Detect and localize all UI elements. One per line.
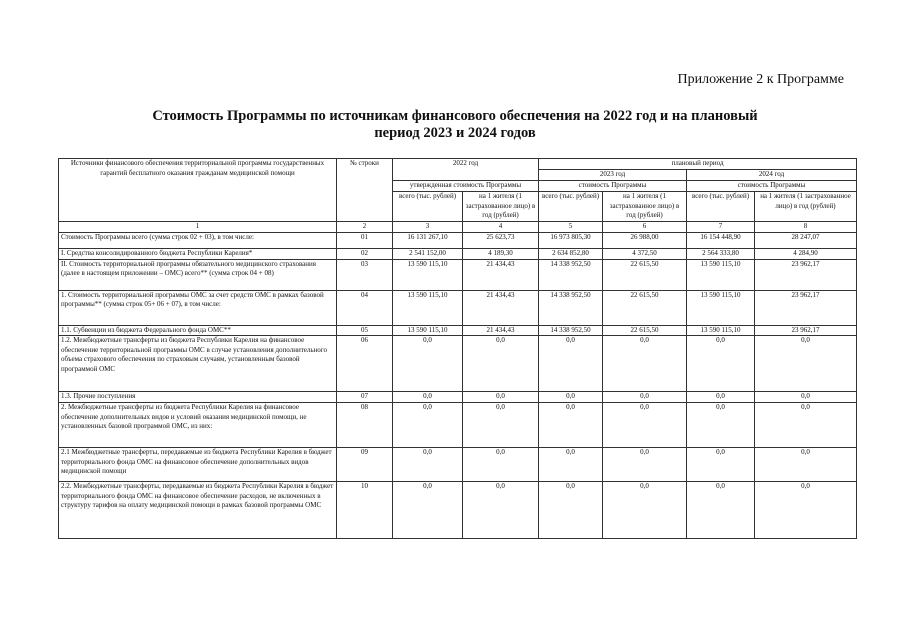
value-cell: 2 564 333,80 [687,249,755,260]
value-cell: 22 615,50 [603,259,687,290]
table-row [59,259,857,290]
colnum: 3 [393,222,463,233]
value-cell: 0,0 [393,482,463,539]
value-cell: 0,0 [755,392,857,403]
table-row [59,325,857,336]
value-cell: 0,0 [539,448,603,482]
value-cell: 14 338 952,50 [539,290,603,325]
value-cell: 0,0 [463,448,539,482]
table-row [59,336,857,392]
table-row [59,403,857,448]
header-cost-2024: стоимость Программы [687,181,857,192]
header-total-2024: всего (тыс. рублей) [687,192,755,222]
header-total-2022: всего (тыс. рублей) [393,192,463,222]
title-line-2: период 2023 и 2024 годов [374,125,536,141]
colnum: 2 [337,222,393,233]
value-cell: 14 338 952,50 [539,259,603,290]
header-2022: 2022 год [393,159,539,181]
table-row [59,233,857,249]
value-cell: 14 338 952,50 [539,325,603,336]
column-numbers-row [59,222,857,233]
row-source: I. Средства консолидированного бюджета Республики Карелия* [59,249,337,260]
table-row [59,392,857,403]
value-cell: 0,0 [539,403,603,448]
value-cell: 0,0 [755,448,857,482]
value-cell: 16 154 448,90 [687,233,755,249]
header-planned-period: плановый период [539,159,857,170]
value-cell: 23 962,17 [755,259,857,290]
value-cell: 2 541 152,00 [393,249,463,260]
table-row [59,482,857,539]
value-cell: 0,0 [393,448,463,482]
value-cell: 13 590 115,10 [393,325,463,336]
row-number: 10 [337,482,393,539]
value-cell: 28 247,07 [755,233,857,249]
value-cell: 23 962,17 [755,325,857,336]
header-per-capita-2022: на 1 жителя (1 застрахованное лицо) в год (рублей) [463,192,539,222]
colnum: 4 [463,222,539,233]
row-number: 07 [337,392,393,403]
cost-table [58,158,857,539]
row-source: 2.2. Межбюджетные трансферты, передаваемые из бюджета Республики Карелия в бюджет территориального фонда ОМС на финансовое обеспечение расходов, не включенных в структуру тарифов на оплату медицинской помощи в рамках базовой программы ОМС [59,482,337,539]
value-cell: 0,0 [463,392,539,403]
value-cell: 16 973 805,30 [539,233,603,249]
value-cell: 0,0 [393,392,463,403]
table-row [59,249,857,260]
value-cell: 0,0 [755,403,857,448]
colnum: 5 [539,222,603,233]
value-cell: 23 962,17 [755,290,857,325]
appendix-label: Приложение 2 к Программе [677,72,844,87]
colnum: 8 [755,222,857,233]
row-source: 1.2. Межбюджетные трансферты из бюджета Республики Карелия на финансовое обеспечение территориальной программы ОМС в случае установления дополнительного объема страхового обеспечения по страховым случаям, установленным базовой программой ОМС [59,336,337,392]
value-cell: 4 189,30 [463,249,539,260]
header-sources: Источники финансового обеспечения территориальной программы государственных гарантий бесплатного оказания гражданам медицинской помощи [59,159,337,222]
value-cell: 0,0 [687,403,755,448]
row-number: 09 [337,448,393,482]
value-cell: 0,0 [603,403,687,448]
value-cell: 4 372,50 [603,249,687,260]
header-per-capita-2024: на 1 жителя (1 застрахованное лицо) в год (рублей) [755,192,857,222]
value-cell: 13 590 115,10 [393,259,463,290]
table-row [59,290,857,325]
value-cell: 16 131 267,10 [393,233,463,249]
value-cell: 0,0 [393,403,463,448]
value-cell: 0,0 [393,336,463,392]
colnum: 1 [59,222,337,233]
value-cell: 0,0 [603,482,687,539]
value-cell: 0,0 [463,482,539,539]
value-cell: 13 590 115,10 [687,325,755,336]
value-cell: 25 623,73 [463,233,539,249]
value-cell: 21 434,43 [463,259,539,290]
row-number: 04 [337,290,393,325]
value-cell: 21 434,43 [463,290,539,325]
value-cell: 0,0 [539,392,603,403]
header-2023: 2023 год [539,170,687,181]
value-cell: 13 590 115,10 [393,290,463,325]
row-source: II. Стоимость территориальной программы обязательного медицинского страхования (далее в настоящем приложении – ОМС) всего** (сумма строк 04 + 08) [59,259,337,290]
header-total-2023: всего (тыс. рублей) [539,192,603,222]
colnum: 6 [603,222,687,233]
row-source: 1.3. Прочие поступления [59,392,337,403]
value-cell: 0,0 [687,448,755,482]
row-source: 1. Стоимость территориальной программы ОМС за счет средств ОМС в рамках базовой программы** (сумма строк 05+ 06 + 07), в том числе: [59,290,337,325]
row-number: 02 [337,249,393,260]
value-cell: 21 434,43 [463,325,539,336]
header-approved-cost: утвержденная стоимость Программы [393,181,539,192]
row-source: 2. Межбюджетные трансферты из бюджета Республики Карелия на финансовое обеспечение дополнительных видов и условий оказания медицинской помощи, не установленных базовой программой ОМС, из них: [59,403,337,448]
value-cell: 22 615,50 [603,325,687,336]
header-cost-2023: стоимость Программы [539,181,687,192]
value-cell: 4 284,90 [755,249,857,260]
row-number: 05 [337,325,393,336]
row-number: 01 [337,233,393,249]
value-cell: 0,0 [603,448,687,482]
value-cell: 26 988,00 [603,233,687,249]
header-2024: 2024 год [687,170,857,181]
value-cell: 0,0 [463,403,539,448]
value-cell: 0,0 [539,482,603,539]
value-cell: 13 590 115,10 [687,290,755,325]
value-cell: 2 634 852,80 [539,249,603,260]
value-cell: 0,0 [687,482,755,539]
value-cell: 0,0 [603,392,687,403]
row-source: 2.1 Межбюджетные трансферты, передаваемые из бюджета Республики Карелия в бюджет территориального фонда ОМС на финансовое обеспечение дополнительных видов медицинской помощи [59,448,337,482]
row-number: 08 [337,403,393,448]
value-cell: 13 590 115,10 [687,259,755,290]
value-cell: 0,0 [755,336,857,392]
row-number: 03 [337,259,393,290]
value-cell: 0,0 [687,336,755,392]
value-cell: 0,0 [687,392,755,403]
value-cell: 22 615,50 [603,290,687,325]
value-cell: 0,0 [539,336,603,392]
row-source: 1.1. Субвенции из бюджета Федерального фонда ОМС** [59,325,337,336]
header-row-no: № строки [337,159,393,222]
row-number: 06 [337,336,393,392]
title-line-1: Стоимость Программы по источникам финансового обеспечения на 2022 год и на плановый [152,108,758,124]
row-source: Стоимость Программы всего (сумма строк 02 + 03), в том числе: [59,233,337,249]
value-cell: 0,0 [755,482,857,539]
table-row [59,448,857,482]
value-cell: 0,0 [603,336,687,392]
value-cell: 0,0 [463,336,539,392]
colnum: 7 [687,222,755,233]
document-title [60,108,850,142]
header-per-capita-2023: на 1 жителя (1 застрахованное лицо) в год (рублей) [603,192,687,222]
